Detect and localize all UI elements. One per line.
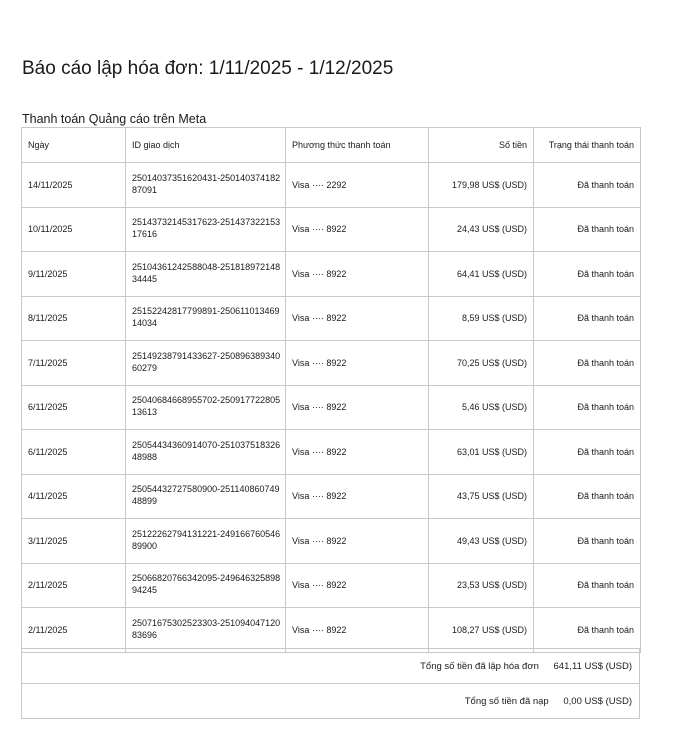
transaction-id-text: 25071675302523303-25109404712083696	[132, 617, 281, 640]
table-row	[22, 519, 641, 564]
header-date: Ngày	[22, 128, 126, 163]
report-title: Báo cáo lập hóa đơn: 1/11/2025 - 1/12/2025	[22, 58, 394, 79]
table-header-row	[22, 128, 641, 163]
cell-amount: 108,27 US$ (USD)	[429, 608, 534, 653]
total-billed-label: Tổng số tiền đã lập hóa đơn	[420, 660, 539, 672]
transaction-id-text: 25152242817799891-25061101346914034	[132, 306, 280, 329]
cell-transaction-id	[126, 430, 286, 475]
transaction-id-text: 25040684668955702-25091772280513613	[132, 395, 281, 418]
transaction-id-text: 25066820766342095-24964632589894245	[132, 573, 281, 596]
transaction-id-text: 25122262794131221-24916676054689900	[132, 528, 281, 551]
table-row	[22, 252, 641, 297]
header-payment-method: Phương thức thanh toán	[286, 128, 429, 163]
cell-date: 6/11/2025	[22, 430, 126, 475]
transactions-table	[21, 127, 641, 653]
table-body	[22, 163, 641, 653]
cell-amount: 63,01 US$ (USD)	[429, 430, 534, 475]
section-title: Thanh toán Quảng cáo trên Meta	[22, 112, 207, 126]
header-amount: Số tiền	[429, 128, 534, 163]
cell-payment-method: Visa ···· 8922	[286, 385, 429, 430]
cell-status: Đã thanh toán	[534, 563, 641, 608]
total-paid-label: Tổng số tiền đã nạp	[464, 695, 549, 707]
table-row	[22, 296, 641, 341]
cell-transaction-id	[126, 563, 286, 608]
cell-status: Đã thanh toán	[534, 519, 641, 564]
total-paid-value: 0,00 US$ (USD)	[563, 695, 632, 707]
cell-amount: 49,43 US$ (USD)	[429, 519, 534, 564]
cell-date: 8/11/2025	[22, 296, 126, 341]
transaction-id-text: 25054434360914070-25103751832648988	[132, 439, 281, 462]
totals-table	[21, 648, 640, 719]
transaction-id-text: 25054432727580900-25114086074948899	[132, 484, 280, 507]
cell-transaction-id	[126, 207, 286, 252]
cell-transaction-id	[126, 163, 286, 208]
cell-date: 14/11/2025	[22, 163, 126, 208]
cell-date: 6/11/2025	[22, 385, 126, 430]
cell-date: 2/11/2025	[22, 563, 126, 608]
cell-amount: 43,75 US$ (USD)	[429, 474, 534, 519]
cell-status: Đã thanh toán	[534, 341, 641, 386]
total-billed-value: 641,11 US$ (USD)	[553, 660, 632, 672]
cell-amount: 179,98 US$ (USD)	[429, 163, 534, 208]
cell-status: Đã thanh toán	[534, 385, 641, 430]
table-row	[22, 474, 641, 519]
cell-date: 4/11/2025	[22, 474, 126, 519]
transaction-id-text: 25014037351620431-25014037418287091	[132, 172, 281, 195]
cell-status: Đã thanh toán	[534, 430, 641, 475]
cell-payment-method: Visa ···· 8922	[286, 296, 429, 341]
transaction-id-text: 25104361242588048-25181897214834445	[132, 261, 281, 284]
cell-amount: 5,46 US$ (USD)	[429, 385, 534, 430]
table-row	[22, 341, 641, 386]
cell-status: Đã thanh toán	[534, 252, 641, 297]
table-row	[22, 163, 641, 208]
table-row	[22, 430, 641, 475]
table-row	[22, 563, 641, 608]
cell-amount: 24,43 US$ (USD)	[429, 207, 534, 252]
cell-amount: 64,41 US$ (USD)	[429, 252, 534, 297]
cell-status: Đã thanh toán	[534, 163, 641, 208]
cell-payment-method: Visa ···· 8922	[286, 474, 429, 519]
total-billed-row	[22, 649, 640, 684]
cell-transaction-id	[126, 474, 286, 519]
cell-payment-method: Visa ···· 8922	[286, 608, 429, 653]
cell-transaction-id	[126, 608, 286, 653]
table-row	[22, 608, 641, 653]
table-row	[22, 385, 641, 430]
cell-payment-method: Visa ···· 8922	[286, 252, 429, 297]
cell-transaction-id	[126, 519, 286, 564]
header-status: Trạng thái thanh toán	[534, 128, 641, 163]
cell-date: 10/11/2025	[22, 207, 126, 252]
cell-date: 9/11/2025	[22, 252, 126, 297]
cell-date: 3/11/2025	[22, 519, 126, 564]
table-row	[22, 207, 641, 252]
cell-status: Đã thanh toán	[534, 207, 641, 252]
transaction-id-text: 25143732145317623-25143732215317616	[132, 217, 281, 240]
cell-transaction-id	[126, 341, 286, 386]
cell-amount: 23,53 US$ (USD)	[429, 563, 534, 608]
cell-date: 7/11/2025	[22, 341, 126, 386]
cell-payment-method: Visa ···· 8922	[286, 519, 429, 564]
cell-date: 2/11/2025	[22, 608, 126, 653]
total-paid-row	[22, 684, 640, 719]
cell-status: Đã thanh toán	[534, 296, 641, 341]
cell-payment-method: Visa ···· 8922	[286, 563, 429, 608]
cell-status: Đã thanh toán	[534, 608, 641, 653]
cell-transaction-id	[126, 385, 286, 430]
cell-payment-method: Visa ···· 8922	[286, 341, 429, 386]
header-transaction-id: ID giao dịch	[126, 128, 286, 163]
cell-transaction-id	[126, 296, 286, 341]
transaction-id-text: 25149238791433627-25089638934060279	[132, 350, 281, 373]
cell-payment-method: Visa ···· 8922	[286, 207, 429, 252]
cell-amount: 8,59 US$ (USD)	[429, 296, 534, 341]
cell-transaction-id	[126, 252, 286, 297]
cell-status: Đã thanh toán	[534, 474, 641, 519]
cell-amount: 70,25 US$ (USD)	[429, 341, 534, 386]
cell-payment-method: Visa ···· 2292	[286, 163, 429, 208]
cell-payment-method: Visa ···· 8922	[286, 430, 429, 475]
